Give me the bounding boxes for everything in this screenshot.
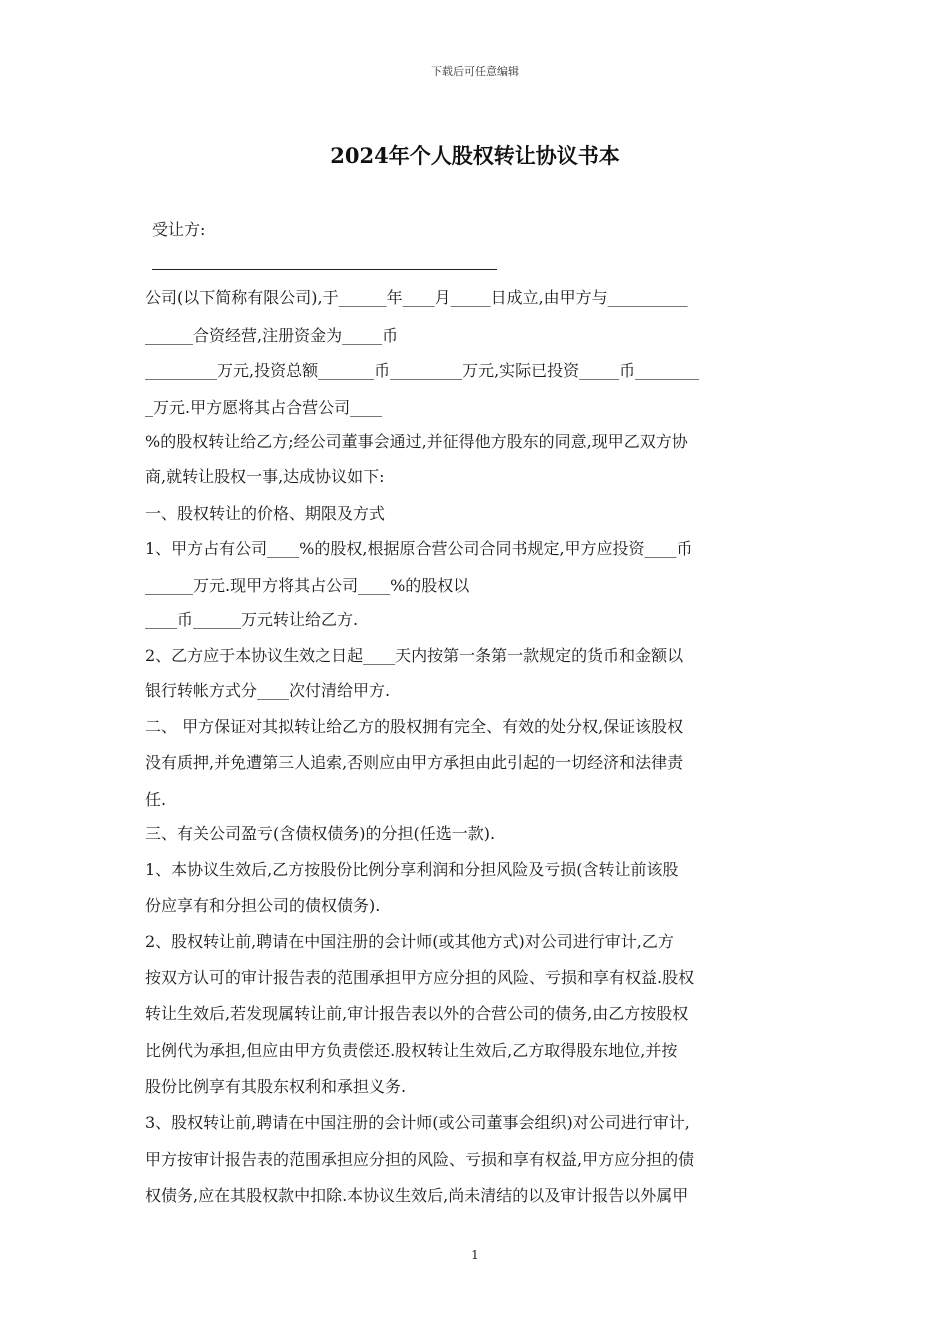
- paragraph-line: _万元.甲方愿将其占合营公司____: [145, 398, 383, 417]
- paragraph-line: 转让生效后,若发现属转让前,审计报告表以外的合营公司的债务,由乙方按股权: [145, 1004, 689, 1023]
- paragraph-line: ______万元.现甲方将其占公司____%的股权以: [145, 576, 470, 595]
- paragraph-line: 甲方按审计报告表的范围承担应分担的风险、亏损和享有权益,甲方应分担的债: [145, 1150, 695, 1169]
- paragraph-line: %的股权转让给乙方;经公司董事会通过,并征得他方股东的同意,现甲乙双方协: [145, 432, 688, 451]
- paragraph-line: 2、乙方应于本协议生效之日起____天内按第一条第一款规定的货币和金额以: [145, 646, 684, 665]
- paragraph-line: 权债务,应在其股权款中扣除.本协议生效后,尚未清结的以及审计报告以外属甲: [145, 1186, 689, 1205]
- paragraph-line: ______合资经营,注册资金为_____币: [145, 326, 399, 345]
- paragraph-line: 3、股权转让前,聘请在中国注册的会计师(或公司董事会组织)对公司进行审计,: [145, 1113, 690, 1132]
- signature-underline: [152, 269, 497, 270]
- header-note: 下载后可任意编辑: [431, 65, 519, 78]
- paragraph-line: 商,就转让股权一事,达成协议如下:: [145, 467, 385, 486]
- page-number: 1: [471, 1248, 479, 1262]
- section-heading: 三、有关公司盈亏(含债权债务)的分担(任选一款).: [145, 824, 496, 843]
- paragraph-line: ____币______万元转让给乙方.: [145, 610, 359, 629]
- section-heading: 二、 甲方保证对其拟转让给乙方的股权拥有完全、有效的处分权,保证该股权: [145, 717, 684, 736]
- paragraph-line: 1、甲方占有公司____%的股权,根据原合营公司合同书规定,甲方应投资____币: [145, 539, 693, 558]
- paragraph-line: 份应享有和分担公司的债权债务).: [145, 896, 381, 915]
- paragraph-line: 按双方认可的审计报告表的范围承担甲方应分担的风险、亏损和享有权益.股权: [145, 968, 695, 987]
- section-heading: 一、股权转让的价格、期限及方式: [145, 504, 386, 523]
- paragraph-line: 任.: [145, 790, 167, 809]
- paragraph-line: 比例代为承担,但应由甲方负责偿还.股权转让生效后,乙方取得股东地位,并按: [145, 1041, 678, 1060]
- paragraph-line: 银行转帐方式分____次付清给甲方.: [145, 681, 391, 700]
- paragraph-line: 1、本协议生效后,乙方按股份比例分享利润和分担风险及亏损(含转让前该股: [145, 860, 679, 879]
- paragraph-line: 股份比例享有其股东权利和承担义务.: [145, 1077, 407, 1096]
- paragraph-line: 没有质押,并免遭第三人追索,否则应由甲方承担由此引起的一切经济和法律责: [145, 753, 684, 772]
- paragraph-line: 受让方:: [152, 220, 206, 239]
- paragraph-line: _________万元,投资总额_______币_________万元,实际已投资_____币________: [145, 361, 700, 380]
- paragraph-line: 2、股权转让前,聘请在中国注册的会计师(或其他方式)对公司进行审计,乙方: [145, 932, 674, 951]
- document-title: 2024年个人股权转让协议书本: [330, 143, 620, 168]
- paragraph-line: 公司(以下简称有限公司),于______年____月_____日成立,由甲方与__________: [145, 288, 688, 307]
